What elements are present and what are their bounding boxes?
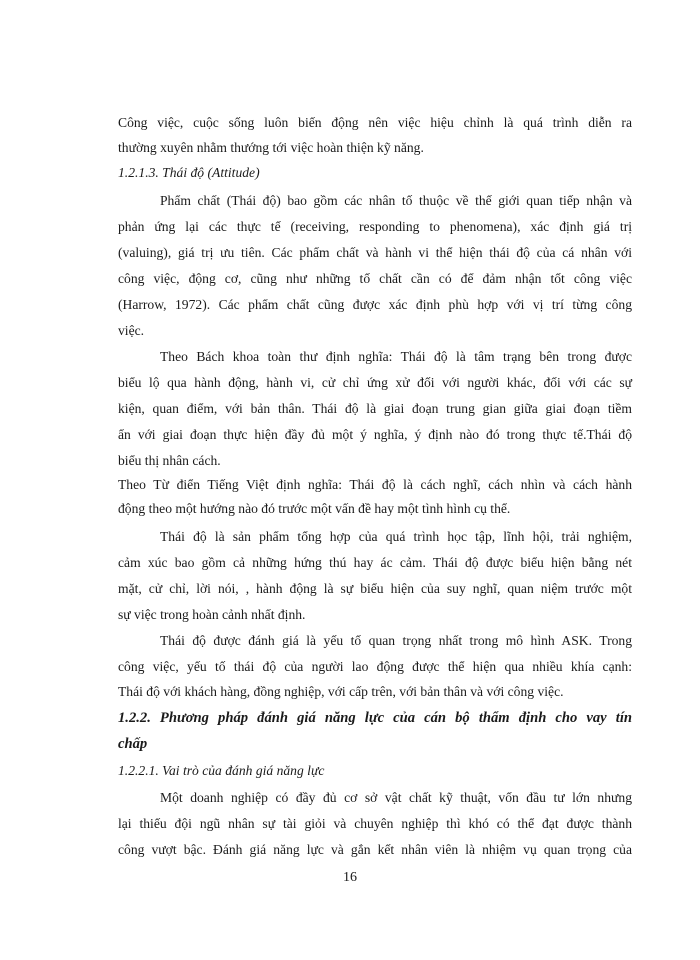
body-line: lại thiếu đội ngũ nhân sự tài giỏi và chuyên nghiệp thì khó có thể đạt được thành <box>118 816 632 831</box>
body-line: Theo Bách khoa toàn thư định nghĩa: Thái độ là tâm trạng bên trong được <box>160 349 632 364</box>
body-line: Phẩm chất (Thái độ) bao gồm các nhân tố thuộc về thế giới quan tiếp nhận và <box>160 193 632 208</box>
body-line: thường xuyên nhằm thướng tới việc hoàn thiện kỹ năng. <box>118 140 424 155</box>
body-line: ẩn với giai đoạn thực hiện đầy đủ một ý nghĩa, ý định nào đó trong thực tế.Thái độ <box>118 427 632 442</box>
section-heading-1-2-2: 1.2.2. Phương pháp đánh giá năng lực của cán bộ thẩm định cho vay tín <box>118 710 632 726</box>
body-line: (Harrow, 1972). Các phẩm chất cũng được xác định phù hợp với vị trí từng công <box>118 297 632 312</box>
body-line: phản ứng lại các thực tế (receiving, responding to phenomena), xác định giá trị <box>118 219 632 234</box>
section-heading-1-2-1-3: 1.2.1.3. Thái độ (Attitude) <box>118 165 260 180</box>
body-line: công việc, yếu tố thái độ của người lao động được thể hiện qua nhiều khía cạnh: <box>118 659 632 674</box>
body-line: biểu thị nhân cách. <box>118 453 221 468</box>
body-line: Thái độ là sản phẩm tổng hợp của quá trình học tập, lĩnh hội, trải nghiệm, <box>160 529 632 544</box>
body-line: kiện, quan điểm, với bản thân. Thái độ là giai đoạn trung gian giữa giai đoạn tiềm <box>118 401 632 416</box>
body-line: (valuing), giá trị ưu tiên. Các phẩm chất và hành vi thể hiện thái độ của cá nhân với <box>118 245 632 260</box>
body-line: việc. <box>118 323 145 338</box>
body-line: Theo Từ điển Tiếng Việt định nghĩa: Thái độ là cách nghĩ, cách nhìn và cách hành <box>118 477 632 492</box>
section-heading-1-2-2-1: 1.2.2.1. Vai trò của đánh giá năng lực <box>118 763 325 778</box>
body-line: cảm xúc bao gồm cả những hứng thú hay ác cảm. Thái độ được biểu hiện bằng nét <box>118 555 632 570</box>
body-line: Công việc, cuộc sống luôn biến động nên việc hiệu chỉnh là quá trình diễn ra <box>118 115 632 130</box>
body-line: sự việc trong hoàn cảnh nhất định. <box>118 607 306 622</box>
body-line: Thái độ được đánh giá là yếu tố quan trọng nhất trong mô hình ASK. Trong <box>160 633 632 648</box>
section-heading-1-2-2-cont: chấp <box>118 736 148 752</box>
body-line: mặt, cử chỉ, lời nói, , hành động là sự biểu hiện của suy nghĩ, quan niệm trước một <box>118 581 632 596</box>
body-line: Một doanh nghiệp có đầy đủ cơ sở vật chất kỹ thuật, vốn đầu tư lớn nhưng <box>160 790 632 805</box>
body-line: công việc, động cơ, cũng như những tố chất cần có để đảm nhận tốt công việc <box>118 271 632 286</box>
body-line: động theo một hướng nào đó trước một vấn đề hay một tình hình cụ thể. <box>118 501 511 516</box>
body-line: công vượt bậc. Đánh giá năng lực và gắn kết nhân viên là nhiệm vụ quan trọng của <box>118 842 632 857</box>
body-line: biểu lộ qua hành động, hành vi, cử chỉ ứng xử đối với người khác, đối với các sự <box>118 375 632 390</box>
page-number: 16 <box>343 870 357 885</box>
body-line: Thái độ với khách hàng, đồng nghiệp, với cấp trên, với bản thân và với công việc. <box>118 684 564 699</box>
